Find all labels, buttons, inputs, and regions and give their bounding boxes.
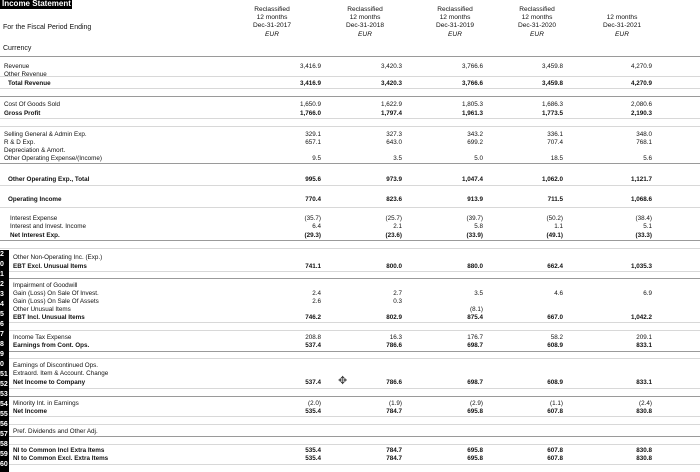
row-label[interactable]: NI to Common Incl Extra Items [13,447,105,454]
row-label[interactable]: Net Income to Company [13,379,86,386]
row-label[interactable]: Interest and Invest. Income [10,223,86,230]
value-cell[interactable]: 3,416.9 [299,63,321,70]
grid-line [0,118,700,119]
grid-line [0,351,700,352]
sheet-tab[interactable] [0,0,72,9]
value-cell[interactable]: (2.9) [470,400,483,407]
value-cell[interactable]: 830.8 [636,447,652,454]
value-cell[interactable]: 607.8 [547,408,563,415]
column-currency: EUR [358,30,372,38]
value-cell[interactable]: 2.7 [393,290,402,297]
value-cell[interactable]: 802.9 [386,314,402,321]
row-label[interactable]: Total Revenue [8,80,51,87]
column-header-line: 12 months [606,14,638,22]
row-number[interactable]: 55 [0,411,8,418]
value-cell[interactable]: 5.6 [643,155,652,162]
fiscal-period-label: For the Fiscal Period Ending [3,24,92,31]
value-cell[interactable]: (8.1) [470,306,483,313]
value-cell[interactable]: 833.1 [636,379,652,386]
value-cell[interactable]: 1,042.2 [630,314,652,321]
value-cell[interactable]: (23.6) [385,232,402,239]
value-cell[interactable]: 535.4 [305,455,321,462]
row-number[interactable]: 1 [0,271,4,278]
value-cell[interactable]: 768.1 [636,139,652,146]
value-cell[interactable]: (25.7) [385,215,402,222]
row-number[interactable]: 8 [0,341,4,348]
value-cell[interactable]: 3,459.8 [541,80,563,87]
value-cell[interactable]: 2,080.6 [630,101,652,108]
grid-line [0,322,700,323]
column-header-line: 12 months [521,14,553,22]
value-cell[interactable]: 3,766.6 [461,63,483,70]
row-label[interactable]: R & D Exp. [4,139,36,146]
grid-line [0,56,700,57]
value-cell[interactable]: (33.3) [635,232,652,239]
value-cell[interactable]: 1,650.9 [299,101,321,108]
value-cell[interactable]: 695.8 [467,447,483,454]
row-number[interactable]: 60 [0,461,8,468]
value-cell[interactable]: (29.3) [304,232,321,239]
row-number[interactable]: 54 [0,401,8,408]
value-cell[interactable]: 786.6 [386,342,402,349]
value-cell[interactable]: 2,190.3 [630,110,652,117]
row-label[interactable]: Net Interest Exp. [10,232,60,239]
value-cell[interactable]: 176.7 [467,334,483,341]
row-label[interactable]: Gain (Loss) On Sale Of Invest. [13,290,99,297]
row-label[interactable]: Cost Of Goods Sold [4,101,60,108]
grid-line [0,126,700,127]
value-cell[interactable]: 5.8 [474,223,483,230]
column-header-4 [502,6,572,39]
grid-line [0,163,700,164]
column-header-line: 12 months [256,14,288,22]
value-cell[interactable]: 3,766.6 [461,80,483,87]
column-header-line: Dec-31-2017 [252,22,292,30]
value-cell[interactable]: (35.7) [304,215,321,222]
value-cell[interactable]: 607.8 [547,455,563,462]
value-cell[interactable]: 329.1 [305,131,321,138]
value-cell[interactable]: 1,121.7 [630,176,652,183]
row-number[interactable]: 0 [0,261,4,268]
column-header-line: Dec-31-2019 [435,22,475,30]
grid-line [0,464,700,465]
value-cell[interactable]: (1.1) [550,400,563,407]
value-cell[interactable]: 643.0 [386,139,402,146]
row-number[interactable]: 4 [0,301,4,308]
value-cell[interactable]: (39.7) [466,215,483,222]
grid-line [0,240,700,241]
row-label[interactable]: Other Operating Exp., Total [8,176,90,183]
value-cell[interactable]: 784.7 [386,447,402,454]
row-number[interactable]: 53 [0,391,8,398]
value-cell[interactable]: (1.9) [389,400,402,407]
grid-line [0,207,700,208]
value-cell[interactable]: 667.0 [547,314,563,321]
row-label[interactable]: Net Income [13,408,47,415]
value-cell[interactable]: 336.1 [547,131,563,138]
value-cell[interactable]: 3,420.3 [380,63,402,70]
row-number[interactable]: 0 [0,361,4,368]
value-cell[interactable]: 880.0 [467,263,483,270]
grid-line [0,358,700,359]
value-cell[interactable]: 348.0 [636,131,652,138]
value-cell[interactable]: (2.0) [308,400,321,407]
row-label[interactable]: Gain (Loss) On Sale Of Assets [13,298,99,305]
grid-line [0,271,700,272]
grid-line [0,96,700,97]
value-cell[interactable]: 800.0 [386,263,402,270]
row-number[interactable]: 7 [0,331,4,338]
value-cell[interactable]: 698.7 [467,342,483,349]
value-cell[interactable]: 699.2 [467,139,483,146]
row-label[interactable]: Impairment of Goodwill [13,282,78,289]
column-currency: EUR [265,30,279,38]
row-label[interactable]: Income Tax Expense [13,334,72,341]
row-label[interactable]: Earnings of Discontinued Ops. [13,362,99,369]
column-header-line: Reclassified [254,6,290,13]
row-number[interactable]: 59 [0,451,8,458]
value-cell[interactable]: 3.5 [393,155,402,162]
column-header-line: 12 months [439,14,471,22]
row-label[interactable]: Other Unusual Items [13,306,71,313]
value-cell[interactable]: 784.7 [386,408,402,415]
value-cell[interactable]: 786.6 [386,379,402,386]
row-label[interactable]: Other Operating Expense/(Income) [4,155,102,162]
grid-line [0,185,700,186]
row-label[interactable]: Pref. Dividends and Other Adj. [13,428,98,435]
row-number[interactable]: 58 [0,441,8,448]
move-cursor-icon: ✥ [338,375,348,387]
row-label[interactable]: Extraord. Item & Account. Change [13,370,109,377]
row-label[interactable]: Gross Profit [4,110,41,117]
value-cell[interactable]: 1,035.3 [630,263,652,270]
row-number[interactable]: 2 [0,251,4,258]
value-cell[interactable]: 1,797.4 [380,110,402,117]
value-cell[interactable]: 58.2 [550,334,563,341]
column-header-line: Dec-31-2021 [602,22,642,30]
row-label[interactable]: EBT Excl. Unusual Items [13,263,87,270]
value-cell[interactable]: 16.3 [389,334,402,341]
row-label[interactable]: Other Non-Operating Inc. (Exp.) [13,254,103,261]
value-cell[interactable]: 711.5 [547,196,563,203]
row-number[interactable]: 56 [0,421,8,428]
column-header-line: Dec-31-2018 [345,22,385,30]
value-cell[interactable]: 608.9 [547,342,563,349]
value-cell[interactable]: 208.8 [305,334,321,341]
value-cell[interactable]: (33.9) [466,232,483,239]
value-cell[interactable]: 1,773.5 [541,110,563,117]
sheet-tab-label: Income Statement [2,0,71,8]
row-number[interactable]: 5 [0,311,4,318]
value-cell[interactable]: 4.6 [554,290,563,297]
value-cell[interactable]: 5.1 [643,223,652,230]
value-cell[interactable]: 1,047.4 [461,176,483,183]
column-header-line: Dec-31-2020 [517,22,557,30]
column-header-line: Reclassified [437,6,473,13]
currency-label: Currency [3,45,32,52]
row-label[interactable]: Earnings from Cont. Ops. [13,342,90,349]
value-cell[interactable]: 1,961.3 [461,110,483,117]
row-number[interactable]: 51 [0,371,8,378]
grid-line [0,416,700,417]
value-cell[interactable]: 5.0 [474,155,483,162]
row-number[interactable]: 57 [0,431,8,438]
value-cell[interactable]: 3,416.9 [299,80,321,87]
value-cell[interactable]: 535.4 [305,408,321,415]
grid-line [0,424,700,425]
value-cell[interactable]: 823.6 [386,196,402,203]
grid-line [0,76,700,77]
column-header-3 [420,6,490,39]
row-label[interactable]: Minority Int. in Earnings [13,400,79,407]
row-number[interactable]: 6 [0,321,4,328]
value-cell[interactable]: 695.8 [467,455,483,462]
grid-line [0,396,700,397]
value-cell[interactable]: (50.2) [546,215,563,222]
value-cell[interactable]: 995.6 [305,176,321,183]
value-cell[interactable]: 327.3 [386,131,402,138]
column-header-1 [237,6,307,39]
value-cell[interactable]: 1,805.3 [461,101,483,108]
row-number[interactable]: 2 [0,281,4,288]
value-cell[interactable]: 1,686.3 [541,101,563,108]
grid-line [0,444,700,445]
value-cell[interactable]: 698.7 [467,379,483,386]
column-currency: EUR [448,30,462,38]
value-cell[interactable]: 875.4 [467,314,483,321]
grid-line [0,278,700,279]
grid-line [0,436,700,437]
value-cell[interactable]: 3,459.8 [541,63,563,70]
column-header-line [587,6,657,14]
value-cell[interactable]: 741.1 [305,263,321,270]
grid-line [0,330,700,331]
column-header-line: 12 months [349,14,381,22]
value-cell[interactable]: 4,270.9 [630,63,652,70]
column-header-line: Reclassified [347,6,383,13]
value-cell[interactable]: 1,622.9 [380,101,402,108]
value-cell[interactable]: 662.4 [547,263,563,270]
value-cell[interactable]: 3,420.3 [380,80,402,87]
value-cell[interactable]: 537.4 [305,342,321,349]
value-cell[interactable]: (38.4) [635,215,652,222]
value-cell[interactable]: 830.8 [636,455,652,462]
grid-line [0,88,700,89]
value-cell[interactable]: 209.1 [636,334,652,341]
value-cell[interactable]: 830.8 [636,408,652,415]
value-cell[interactable]: 913.9 [467,196,483,203]
row-label[interactable]: Depreciation & Amort. [4,147,66,154]
value-cell[interactable]: 2.1 [393,223,402,230]
row-number[interactable]: 3 [0,291,4,298]
value-cell[interactable]: 6.9 [643,290,652,297]
value-cell[interactable]: 2.6 [312,298,321,305]
value-cell[interactable]: 1,766.0 [299,110,321,117]
value-cell[interactable]: 608.9 [547,379,563,386]
row-label[interactable]: NI to Common Excl. Extra Items [13,455,109,462]
row-label[interactable]: Revenue [4,63,30,70]
column-header-2 [330,6,400,39]
value-cell[interactable]: 18.5 [550,155,563,162]
value-cell[interactable]: 770.4 [305,196,321,203]
column-header-line: Reclassified [519,6,555,13]
value-cell[interactable]: 707.4 [547,139,563,146]
value-cell[interactable]: 4,270.9 [630,80,652,87]
row-label[interactable]: EBT Incl. Unusual Items [13,314,85,321]
value-cell[interactable]: 833.1 [636,342,652,349]
value-cell[interactable]: 2.4 [312,290,321,297]
value-cell[interactable]: 343.2 [467,131,483,138]
value-cell[interactable]: 695.8 [467,408,483,415]
row-label[interactable]: Other Revenue [4,71,47,78]
value-cell[interactable]: 1,068.6 [630,196,652,203]
column-currency: EUR [530,30,544,38]
value-cell[interactable]: 746.2 [305,314,321,321]
row-label[interactable]: Operating Income [8,196,62,203]
value-cell[interactable]: (2.4) [639,400,652,407]
column-header-5 [587,6,657,39]
value-cell[interactable]: 784.7 [386,455,402,462]
value-cell[interactable]: 657.1 [305,139,321,146]
row-label[interactable]: Interest Expense [10,215,58,222]
value-cell[interactable]: 1.1 [554,223,563,230]
value-cell[interactable]: 535.4 [305,447,321,454]
value-cell[interactable]: (49.1) [546,232,563,239]
row-number[interactable]: 9 [0,351,4,358]
value-cell[interactable]: 1,062.0 [541,176,563,183]
value-cell[interactable]: 607.8 [547,447,563,454]
column-currency: EUR [615,30,629,38]
row-label[interactable]: Selling General & Admin Exp. [4,131,87,138]
value-cell[interactable]: 0.3 [393,298,402,305]
value-cell[interactable]: 973.9 [386,176,402,183]
value-cell[interactable]: 9.5 [312,155,321,162]
grid-line [0,248,700,249]
row-number[interactable]: 52 [0,381,8,388]
value-cell[interactable]: 3.5 [474,290,483,297]
value-cell[interactable]: 537.4 [305,379,321,386]
value-cell[interactable]: 6.4 [312,223,321,230]
grid-line [0,388,700,389]
